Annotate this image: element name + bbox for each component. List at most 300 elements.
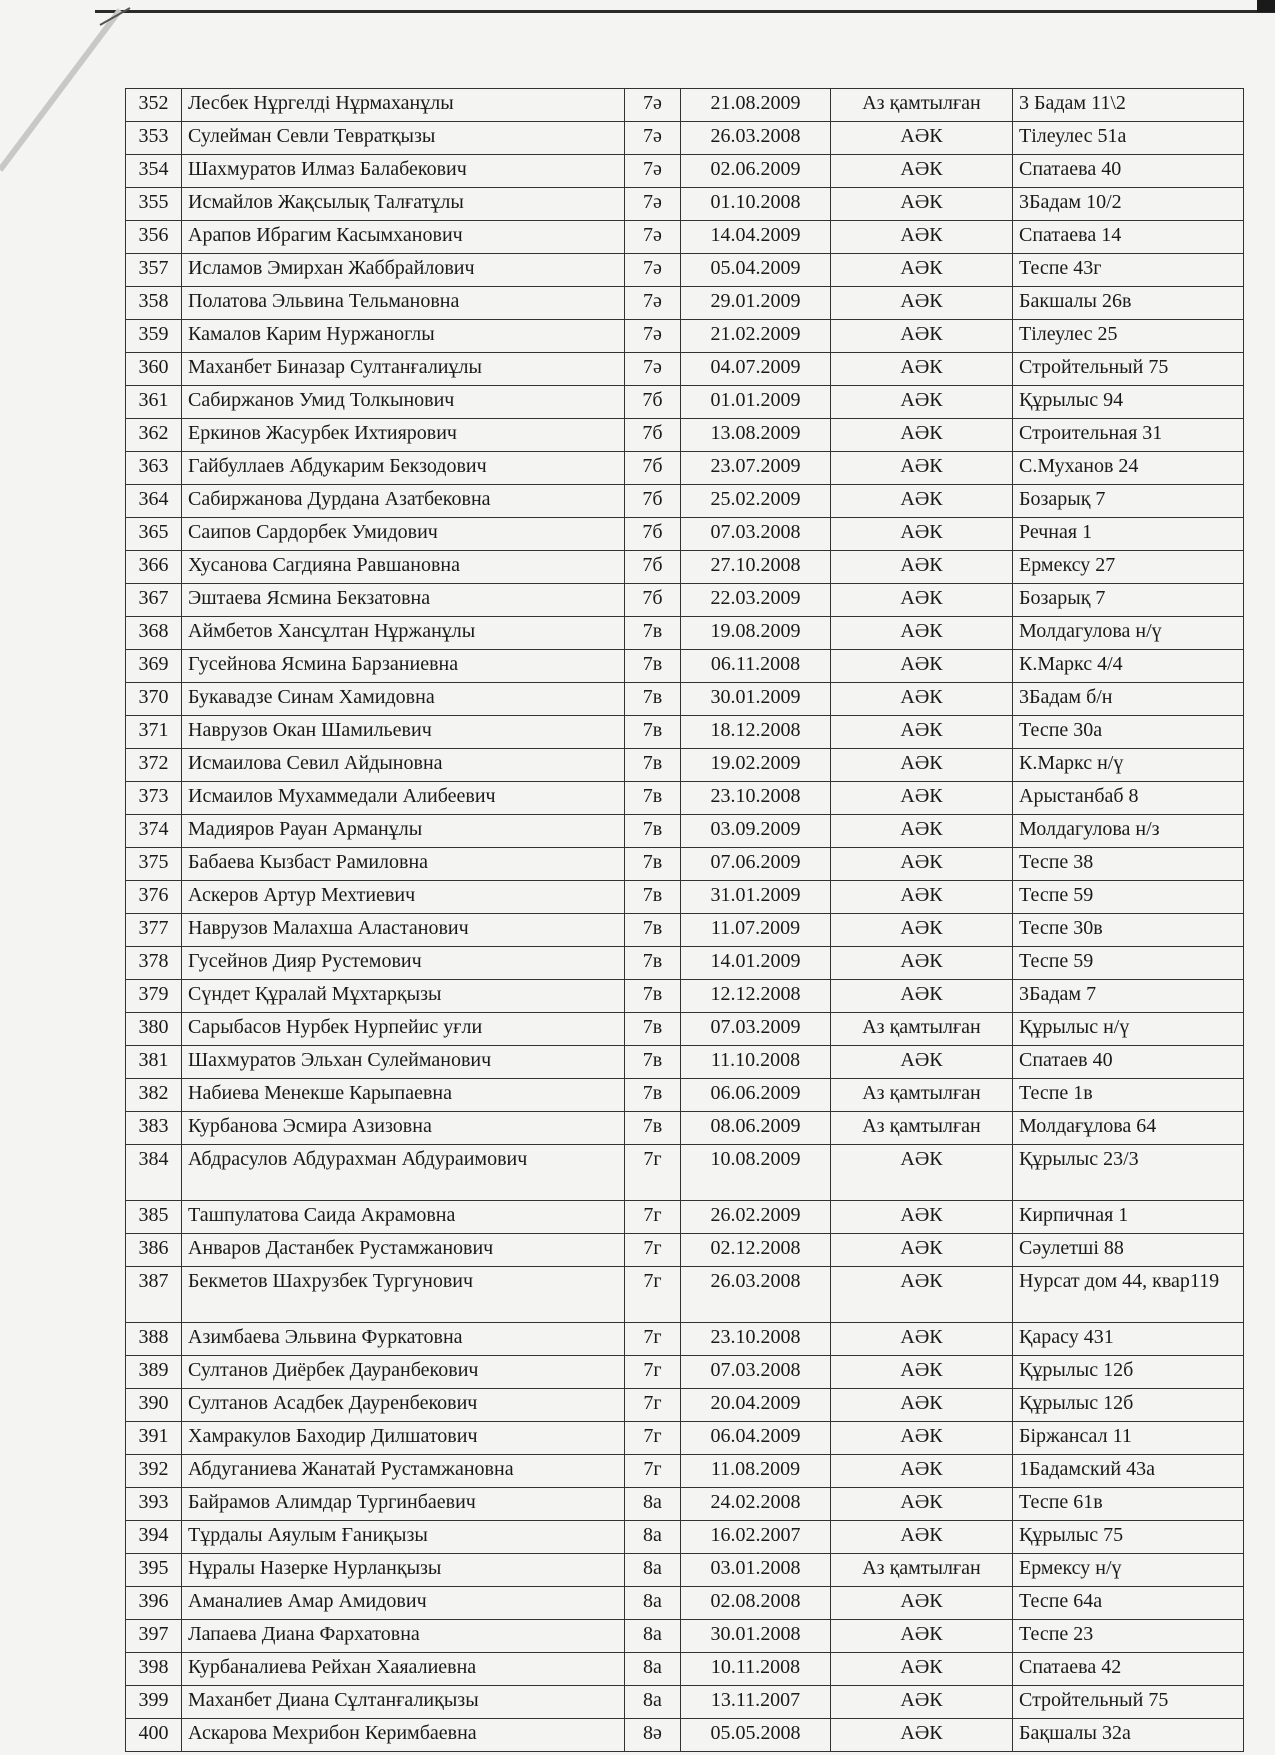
birth-date-cell: 04.07.2009 bbox=[681, 353, 831, 386]
class-cell: 7г bbox=[625, 1389, 681, 1422]
student-name-cell: Султанов Диёрбек Дауранбекович bbox=[182, 1356, 625, 1389]
table-row bbox=[126, 1620, 1244, 1653]
class-cell: 8а bbox=[625, 1686, 681, 1719]
student-name-cell: Сабиржанов Умид Толкынович bbox=[182, 386, 625, 419]
address-cell: Теспе 59 bbox=[1013, 947, 1244, 980]
status-cell: Аз қамтылған bbox=[831, 1112, 1013, 1145]
student-name-cell: Ташпулатова Саида Акрамовна bbox=[182, 1201, 625, 1234]
student-name-cell: Курбанова Эсмира Азизовна bbox=[182, 1112, 625, 1145]
table-row bbox=[126, 1079, 1244, 1112]
birth-date-cell: 07.03.2009 bbox=[681, 1013, 831, 1046]
status-cell: АӘК bbox=[831, 1455, 1013, 1488]
class-cell: 7ә bbox=[625, 155, 681, 188]
student-name-cell: Мадияров Рауан Арманұлы bbox=[182, 815, 625, 848]
row-number-cell: 390 bbox=[126, 1389, 182, 1422]
class-cell: 7в bbox=[625, 848, 681, 881]
table-row bbox=[126, 947, 1244, 980]
status-cell: АӘК bbox=[831, 188, 1013, 221]
table-row bbox=[126, 1234, 1244, 1267]
student-name-cell: Курбаналиева Рейхан Хаяалиевна bbox=[182, 1653, 625, 1686]
birth-date-cell: 01.01.2009 bbox=[681, 386, 831, 419]
class-cell: 7г bbox=[625, 1145, 681, 1201]
status-cell: АӘК bbox=[831, 650, 1013, 683]
birth-date-cell: 21.08.2009 bbox=[681, 89, 831, 122]
status-cell: АӘК bbox=[831, 419, 1013, 452]
class-cell: 7ә bbox=[625, 122, 681, 155]
student-name-cell: Азимбаева Эльвина Фуркатовна bbox=[182, 1323, 625, 1356]
status-cell: АӘК bbox=[831, 914, 1013, 947]
address-cell: Теспе 38 bbox=[1013, 848, 1244, 881]
class-cell: 7г bbox=[625, 1201, 681, 1234]
status-cell: АӘК bbox=[831, 584, 1013, 617]
row-number-cell: 356 bbox=[126, 221, 182, 254]
status-cell: АӘК bbox=[831, 716, 1013, 749]
status-cell: Аз қамтылған bbox=[831, 89, 1013, 122]
address-cell: 3Бадам 7 bbox=[1013, 980, 1244, 1013]
status-cell: АӘК bbox=[831, 1389, 1013, 1422]
table-row bbox=[126, 980, 1244, 1013]
birth-date-cell: 22.03.2009 bbox=[681, 584, 831, 617]
status-cell: АӘК bbox=[831, 386, 1013, 419]
row-number-cell: 366 bbox=[126, 551, 182, 584]
status-cell: АӘК bbox=[831, 1046, 1013, 1079]
address-cell: Біржансал 11 bbox=[1013, 1422, 1244, 1455]
birth-date-cell: 03.09.2009 bbox=[681, 815, 831, 848]
address-cell: Речная 1 bbox=[1013, 518, 1244, 551]
row-number-cell: 361 bbox=[126, 386, 182, 419]
status-cell: АӘК bbox=[831, 254, 1013, 287]
table-row bbox=[126, 1145, 1244, 1201]
birth-date-cell: 07.03.2008 bbox=[681, 518, 831, 551]
status-cell: АӘК bbox=[831, 947, 1013, 980]
status-cell: АӘК bbox=[831, 1587, 1013, 1620]
birth-date-cell: 18.12.2008 bbox=[681, 716, 831, 749]
address-cell: Құрылыс 75 bbox=[1013, 1521, 1244, 1554]
birth-date-cell: 19.02.2009 bbox=[681, 749, 831, 782]
class-cell: 7в bbox=[625, 1112, 681, 1145]
student-name-cell: Саипов Сардорбек Умидович bbox=[182, 518, 625, 551]
status-cell: АӘК bbox=[831, 551, 1013, 584]
student-name-cell: Еркинов Жасурбек Ихтиярович bbox=[182, 419, 625, 452]
student-name-cell: Наврузов Окан Шамильевич bbox=[182, 716, 625, 749]
table-row bbox=[126, 749, 1244, 782]
class-cell: 7в bbox=[625, 1046, 681, 1079]
status-cell: АӘК bbox=[831, 287, 1013, 320]
row-number-cell: 375 bbox=[126, 848, 182, 881]
class-cell: 7в bbox=[625, 1079, 681, 1112]
row-number-cell: 372 bbox=[126, 749, 182, 782]
address-cell: Құрылыс 12б bbox=[1013, 1389, 1244, 1422]
table-row bbox=[126, 716, 1244, 749]
row-number-cell: 397 bbox=[126, 1620, 182, 1653]
address-cell: 3Бадам б/н bbox=[1013, 683, 1244, 716]
row-number-cell: 393 bbox=[126, 1488, 182, 1521]
status-cell: АӘК bbox=[831, 1201, 1013, 1234]
class-cell: 7в bbox=[625, 914, 681, 947]
class-cell: 7б bbox=[625, 386, 681, 419]
student-name-cell: Аскеров Артур Мехтиевич bbox=[182, 881, 625, 914]
student-name-cell: Исмаилов Мухаммедали Алибеевич bbox=[182, 782, 625, 815]
student-name-cell: Абдуганиева Жанатай Рустамжановна bbox=[182, 1455, 625, 1488]
class-cell: 7б bbox=[625, 452, 681, 485]
status-cell: АӘК bbox=[831, 485, 1013, 518]
class-cell: 7ә bbox=[625, 89, 681, 122]
student-name-cell: Байрамов Алимдар Тургинбаевич bbox=[182, 1488, 625, 1521]
address-cell: Нурсат дом 44, квар119 bbox=[1013, 1267, 1244, 1323]
address-cell: Ермексу 27 bbox=[1013, 551, 1244, 584]
row-number-cell: 378 bbox=[126, 947, 182, 980]
table-row bbox=[126, 1455, 1244, 1488]
class-cell: 8а bbox=[625, 1488, 681, 1521]
class-cell: 7г bbox=[625, 1455, 681, 1488]
row-number-cell: 353 bbox=[126, 122, 182, 155]
status-cell: АӘК bbox=[831, 1145, 1013, 1201]
student-name-cell: Султанов Асадбек Дауренбекович bbox=[182, 1389, 625, 1422]
class-cell: 7ә bbox=[625, 254, 681, 287]
birth-date-cell: 05.05.2008 bbox=[681, 1719, 831, 1752]
status-cell: АӘК bbox=[831, 353, 1013, 386]
status-cell: АӘК bbox=[831, 122, 1013, 155]
table-row bbox=[126, 1389, 1244, 1422]
birth-date-cell: 03.01.2008 bbox=[681, 1554, 831, 1587]
status-cell: АӘК bbox=[831, 155, 1013, 188]
birth-date-cell: 13.08.2009 bbox=[681, 419, 831, 452]
address-cell: Кирпичная 1 bbox=[1013, 1201, 1244, 1234]
status-cell: АӘК bbox=[831, 683, 1013, 716]
row-number-cell: 392 bbox=[126, 1455, 182, 1488]
address-cell: Сәулетші 88 bbox=[1013, 1234, 1244, 1267]
table-row bbox=[126, 551, 1244, 584]
table-row bbox=[126, 122, 1244, 155]
row-number-cell: 365 bbox=[126, 518, 182, 551]
address-cell: Теспе 64а bbox=[1013, 1587, 1244, 1620]
student-name-cell: Гайбуллаев Абдукарим Бекзодович bbox=[182, 452, 625, 485]
class-cell: 7г bbox=[625, 1234, 681, 1267]
student-name-cell: Гусейнов Дияр Рустемович bbox=[182, 947, 625, 980]
address-cell: Тілеулес 25 bbox=[1013, 320, 1244, 353]
status-cell: АӘК bbox=[831, 848, 1013, 881]
address-cell: Строительная 31 bbox=[1013, 419, 1244, 452]
row-number-cell: 357 bbox=[126, 254, 182, 287]
student-name-cell: Аманалиев Амар Амидович bbox=[182, 1587, 625, 1620]
birth-date-cell: 25.02.2009 bbox=[681, 485, 831, 518]
table-row bbox=[126, 254, 1244, 287]
row-number-cell: 368 bbox=[126, 617, 182, 650]
address-cell: Құрылыс 12б bbox=[1013, 1356, 1244, 1389]
class-cell: 7г bbox=[625, 1323, 681, 1356]
student-name-cell: Лесбек Нұргелді Нұрмаханұлы bbox=[182, 89, 625, 122]
table-row bbox=[126, 1686, 1244, 1719]
row-number-cell: 399 bbox=[126, 1686, 182, 1719]
row-number-cell: 381 bbox=[126, 1046, 182, 1079]
row-number-cell: 380 bbox=[126, 1013, 182, 1046]
status-cell: АӘК bbox=[831, 980, 1013, 1013]
birth-date-cell: 05.04.2009 bbox=[681, 254, 831, 287]
table-row bbox=[126, 386, 1244, 419]
class-cell: 7ә bbox=[625, 221, 681, 254]
class-cell: 8а bbox=[625, 1620, 681, 1653]
birth-date-cell: 26.03.2008 bbox=[681, 1267, 831, 1323]
student-name-cell: Маханбет Диана Сұлтанғалиқызы bbox=[182, 1686, 625, 1719]
status-cell: АӘК bbox=[831, 1488, 1013, 1521]
table-row bbox=[126, 881, 1244, 914]
class-cell: 7б bbox=[625, 419, 681, 452]
student-name-cell: Эштаева Ясмина Бекзатовна bbox=[182, 584, 625, 617]
address-cell: Теспе 59 bbox=[1013, 881, 1244, 914]
class-cell: 8а bbox=[625, 1587, 681, 1620]
student-roster-table bbox=[125, 88, 1244, 1752]
table-row bbox=[126, 1112, 1244, 1145]
birth-date-cell: 10.11.2008 bbox=[681, 1653, 831, 1686]
status-cell: АӘК bbox=[831, 320, 1013, 353]
class-cell: 7в bbox=[625, 947, 681, 980]
address-cell: Теспе 1в bbox=[1013, 1079, 1244, 1112]
class-cell: 7в bbox=[625, 749, 681, 782]
birth-date-cell: 01.10.2008 bbox=[681, 188, 831, 221]
student-name-cell: Аймбетов Хансұлтан Нұржанұлы bbox=[182, 617, 625, 650]
table-row bbox=[126, 221, 1244, 254]
class-cell: 7в bbox=[625, 650, 681, 683]
row-number-cell: 363 bbox=[126, 452, 182, 485]
student-name-cell: Сабиржанова Дурдана Азатбековна bbox=[182, 485, 625, 518]
status-cell: АӘК bbox=[831, 881, 1013, 914]
status-cell: АӘК bbox=[831, 815, 1013, 848]
row-number-cell: 387 bbox=[126, 1267, 182, 1323]
birth-date-cell: 13.11.2007 bbox=[681, 1686, 831, 1719]
birth-date-cell: 06.04.2009 bbox=[681, 1422, 831, 1455]
student-name-cell: Шахмуратов Илмаз Балабекович bbox=[182, 155, 625, 188]
student-name-cell: Набиева Менекше Карыпаевна bbox=[182, 1079, 625, 1112]
birth-date-cell: 19.08.2009 bbox=[681, 617, 831, 650]
row-number-cell: 374 bbox=[126, 815, 182, 848]
row-number-cell: 369 bbox=[126, 650, 182, 683]
class-cell: 7в bbox=[625, 617, 681, 650]
address-cell: Теспе 30а bbox=[1013, 716, 1244, 749]
table-row bbox=[126, 1719, 1244, 1752]
table-row bbox=[126, 518, 1244, 551]
row-number-cell: 384 bbox=[126, 1145, 182, 1201]
student-name-cell: Тұрдалы Аяулым Ғаниқызы bbox=[182, 1521, 625, 1554]
student-name-cell: Маханбет Биназар Султанғалиұлы bbox=[182, 353, 625, 386]
birth-date-cell: 23.10.2008 bbox=[681, 1323, 831, 1356]
address-cell: Молдагулова н/ү bbox=[1013, 617, 1244, 650]
class-cell: 8ә bbox=[625, 1719, 681, 1752]
table-row bbox=[126, 353, 1244, 386]
student-name-cell: Сүндет Құралай Мұхтарқызы bbox=[182, 980, 625, 1013]
address-cell: Теспе 30в bbox=[1013, 914, 1244, 947]
birth-date-cell: 20.04.2009 bbox=[681, 1389, 831, 1422]
class-cell: 7в bbox=[625, 683, 681, 716]
status-cell: АӘК bbox=[831, 1323, 1013, 1356]
row-number-cell: 394 bbox=[126, 1521, 182, 1554]
student-name-cell: Исламов Эмирхан Жаббрайлович bbox=[182, 254, 625, 287]
table-row bbox=[126, 1201, 1244, 1234]
status-cell: АӘК bbox=[831, 1234, 1013, 1267]
status-cell: АӘК bbox=[831, 1521, 1013, 1554]
address-cell: Бозарық 7 bbox=[1013, 485, 1244, 518]
address-cell: Арыстанбаб 8 bbox=[1013, 782, 1244, 815]
address-cell: Тілеулес 51а bbox=[1013, 122, 1244, 155]
table-row bbox=[126, 1653, 1244, 1686]
status-cell: АӘК bbox=[831, 1422, 1013, 1455]
table-row bbox=[126, 1013, 1244, 1046]
address-cell: Спатаева 14 bbox=[1013, 221, 1244, 254]
row-number-cell: 395 bbox=[126, 1554, 182, 1587]
address-cell: Бозарық 7 bbox=[1013, 584, 1244, 617]
birth-date-cell: 07.03.2008 bbox=[681, 1356, 831, 1389]
birth-date-cell: 07.06.2009 bbox=[681, 848, 831, 881]
birth-date-cell: 12.12.2008 bbox=[681, 980, 831, 1013]
student-name-cell: Хамракулов Баходир Дилшатович bbox=[182, 1422, 625, 1455]
birth-date-cell: 26.03.2008 bbox=[681, 122, 831, 155]
address-cell: Бақшалы 32а bbox=[1013, 1719, 1244, 1752]
status-cell: АӘК bbox=[831, 518, 1013, 551]
address-cell: Молдағұлова 64 bbox=[1013, 1112, 1244, 1145]
class-cell: 8а bbox=[625, 1554, 681, 1587]
table-row bbox=[126, 650, 1244, 683]
address-cell: 1Бадамский 43а bbox=[1013, 1455, 1244, 1488]
status-cell: АӘК bbox=[831, 452, 1013, 485]
address-cell: Құрылыс 23/3 bbox=[1013, 1145, 1244, 1201]
class-cell: 7в bbox=[625, 716, 681, 749]
table-row bbox=[126, 419, 1244, 452]
row-number-cell: 367 bbox=[126, 584, 182, 617]
address-cell: Бакшалы 26в bbox=[1013, 287, 1244, 320]
table-row bbox=[126, 1323, 1244, 1356]
birth-date-cell: 16.02.2007 bbox=[681, 1521, 831, 1554]
birth-date-cell: 11.07.2009 bbox=[681, 914, 831, 947]
address-cell: К.Маркс 4/4 bbox=[1013, 650, 1244, 683]
row-number-cell: 373 bbox=[126, 782, 182, 815]
address-cell: Теспе 23 bbox=[1013, 1620, 1244, 1653]
status-cell: АӘК bbox=[831, 221, 1013, 254]
birth-date-cell: 02.08.2008 bbox=[681, 1587, 831, 1620]
status-cell: Аз қамтылған bbox=[831, 1013, 1013, 1046]
table-row bbox=[126, 287, 1244, 320]
student-name-cell: Аскарова Мехрибон Керимбаевна bbox=[182, 1719, 625, 1752]
row-number-cell: 352 bbox=[126, 89, 182, 122]
birth-date-cell: 21.02.2009 bbox=[681, 320, 831, 353]
row-number-cell: 355 bbox=[126, 188, 182, 221]
birth-date-cell: 30.01.2008 bbox=[681, 1620, 831, 1653]
row-number-cell: 358 bbox=[126, 287, 182, 320]
address-cell: Спатаев 40 bbox=[1013, 1046, 1244, 1079]
table-row bbox=[126, 1267, 1244, 1323]
row-number-cell: 360 bbox=[126, 353, 182, 386]
status-cell: АӘК bbox=[831, 1653, 1013, 1686]
table-row bbox=[126, 584, 1244, 617]
birth-date-cell: 31.01.2009 bbox=[681, 881, 831, 914]
table-row bbox=[126, 1521, 1244, 1554]
row-number-cell: 386 bbox=[126, 1234, 182, 1267]
row-number-cell: 376 bbox=[126, 881, 182, 914]
table-row bbox=[126, 848, 1244, 881]
address-cell: Теспе 43г bbox=[1013, 254, 1244, 287]
address-cell: Стройтельный 75 bbox=[1013, 353, 1244, 386]
birth-date-cell: 02.12.2008 bbox=[681, 1234, 831, 1267]
birth-date-cell: 27.10.2008 bbox=[681, 551, 831, 584]
birth-date-cell: 23.10.2008 bbox=[681, 782, 831, 815]
row-number-cell: 388 bbox=[126, 1323, 182, 1356]
student-name-cell: Полатова Эльвина Тельмановна bbox=[182, 287, 625, 320]
class-cell: 7в bbox=[625, 881, 681, 914]
student-name-cell: Сулейман Севли Тевратқызы bbox=[182, 122, 625, 155]
status-cell: АӘК bbox=[831, 1719, 1013, 1752]
row-number-cell: 371 bbox=[126, 716, 182, 749]
row-number-cell: 370 bbox=[126, 683, 182, 716]
row-number-cell: 391 bbox=[126, 1422, 182, 1455]
class-cell: 7г bbox=[625, 1422, 681, 1455]
student-name-cell: Камалов Карим Нуржаноглы bbox=[182, 320, 625, 353]
row-number-cell: 379 bbox=[126, 980, 182, 1013]
row-number-cell: 359 bbox=[126, 320, 182, 353]
table-row bbox=[126, 1422, 1244, 1455]
status-cell: АӘК bbox=[831, 1620, 1013, 1653]
table-row bbox=[126, 683, 1244, 716]
table-row bbox=[126, 1488, 1244, 1521]
birth-date-cell: 11.10.2008 bbox=[681, 1046, 831, 1079]
page-corner-shadow bbox=[1257, 0, 1275, 12]
student-name-cell: Букавадзе Синам Хамидовна bbox=[182, 683, 625, 716]
birth-date-cell: 24.02.2008 bbox=[681, 1488, 831, 1521]
birth-date-cell: 29.01.2009 bbox=[681, 287, 831, 320]
student-name-cell: Сарыбасов Нурбек Нурпейис уғли bbox=[182, 1013, 625, 1046]
table-row bbox=[126, 1587, 1244, 1620]
address-cell: Стройтельный 75 bbox=[1013, 1686, 1244, 1719]
status-cell: Аз қамтылған bbox=[831, 1554, 1013, 1587]
row-number-cell: 383 bbox=[126, 1112, 182, 1145]
student-name-cell: Гусейнова Ясмина Барзаниевна bbox=[182, 650, 625, 683]
address-cell: Ермексу н/ү bbox=[1013, 1554, 1244, 1587]
address-cell: С.Муханов 24 bbox=[1013, 452, 1244, 485]
status-cell: АӘК bbox=[831, 1356, 1013, 1389]
class-cell: 8а bbox=[625, 1521, 681, 1554]
birth-date-cell: 26.02.2009 bbox=[681, 1201, 831, 1234]
table-row bbox=[126, 155, 1244, 188]
status-cell: АӘК bbox=[831, 1267, 1013, 1323]
class-cell: 7ә bbox=[625, 320, 681, 353]
row-number-cell: 389 bbox=[126, 1356, 182, 1389]
table-row bbox=[126, 1356, 1244, 1389]
status-cell: АӘК bbox=[831, 1686, 1013, 1719]
table-row bbox=[126, 1554, 1244, 1587]
address-cell: Спатаева 42 bbox=[1013, 1653, 1244, 1686]
class-cell: 7в bbox=[625, 980, 681, 1013]
row-number-cell: 385 bbox=[126, 1201, 182, 1234]
table-row bbox=[126, 452, 1244, 485]
row-number-cell: 362 bbox=[126, 419, 182, 452]
class-cell: 7в bbox=[625, 1013, 681, 1046]
address-cell: Қарасу 431 bbox=[1013, 1323, 1244, 1356]
address-cell: Теспе 61в bbox=[1013, 1488, 1244, 1521]
class-cell: 7ә bbox=[625, 287, 681, 320]
birth-date-cell: 14.04.2009 bbox=[681, 221, 831, 254]
address-cell: К.Маркс н/ү bbox=[1013, 749, 1244, 782]
status-cell: АӘК bbox=[831, 749, 1013, 782]
address-cell: Құрылыс 94 bbox=[1013, 386, 1244, 419]
class-cell: 7ә bbox=[625, 353, 681, 386]
birth-date-cell: 23.07.2009 bbox=[681, 452, 831, 485]
table-row bbox=[126, 782, 1244, 815]
student-name-cell: Бекметов Шахрузбек Тургунович bbox=[182, 1267, 625, 1323]
table-row bbox=[126, 188, 1244, 221]
table-row bbox=[126, 89, 1244, 122]
address-cell: 3 Бадам 11\2 bbox=[1013, 89, 1244, 122]
class-cell: 7б bbox=[625, 518, 681, 551]
student-name-cell: Исмайлов Жақсылық Талғатұлы bbox=[182, 188, 625, 221]
class-cell: 7б bbox=[625, 584, 681, 617]
birth-date-cell: 30.01.2009 bbox=[681, 683, 831, 716]
